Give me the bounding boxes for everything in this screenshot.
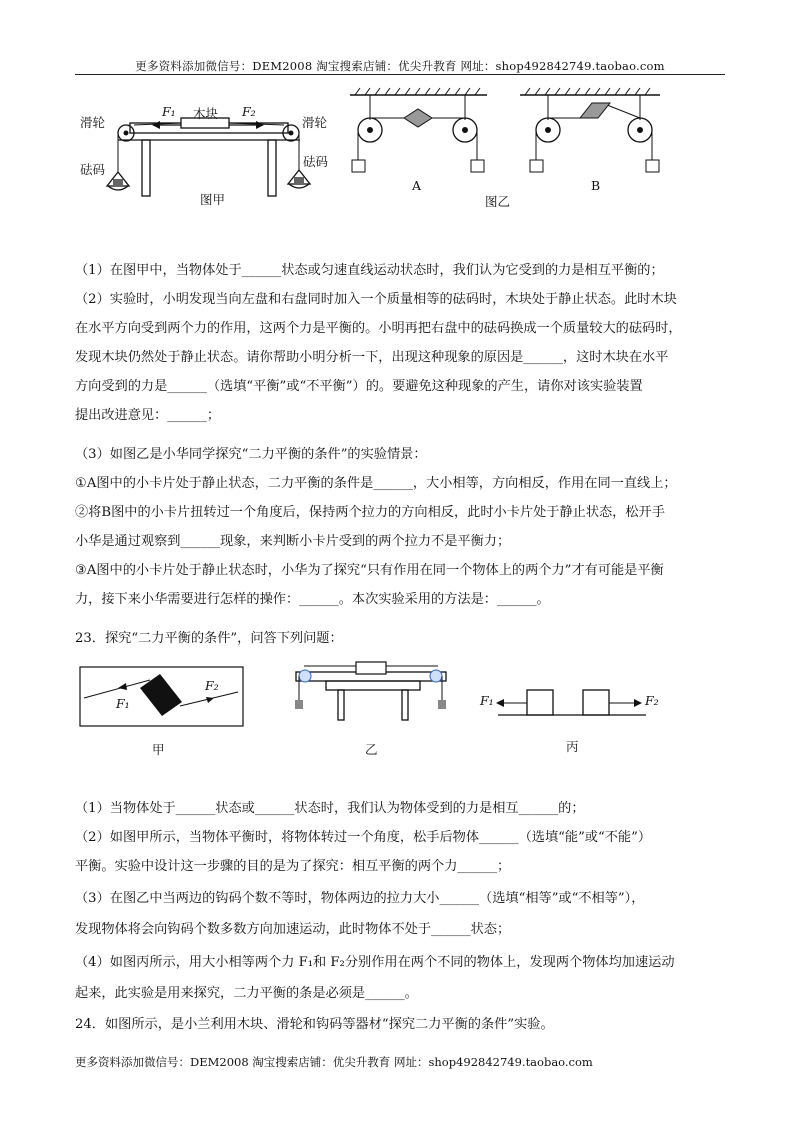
jia-caption: 甲 (152, 742, 165, 757)
figure-yi-a-label: A (412, 178, 422, 193)
weight-left-label: 砝码 (80, 162, 106, 177)
q23-line-4: （3）在图乙中当两边的钩码个数不等时，物体两边的拉力大小______（选填“相等”或“不相等”）， (75, 891, 645, 906)
q22-line-9: ②将B图中的小卡片扭转过一个角度后，保持两个拉力的方向相反，此时小卡片处于静止状态，松开手 (75, 505, 665, 520)
pulley-right-label: 滑轮 (302, 115, 328, 130)
q22-line-12: 力，接下来小华需要进行怎样的操作：______。本次实验采用的方法是：______。 (75, 592, 550, 607)
jia-f1-label: F₁ (116, 696, 130, 711)
q22-line-7: （3）如图乙是小华同学探究“二力平衡的条件”的实验情景： (75, 447, 427, 462)
q22-line-4: 发现木块仍然处于静止状态。请你帮助小明分析一下，出现这种现象的原因是______，这时木块在水平 (75, 350, 669, 365)
pulley-left-label: 滑轮 (80, 115, 106, 130)
weight-right-label: 砝码 (303, 154, 329, 169)
q23-title: 23．探究“二力平衡的条件”，问答下列问题： (75, 631, 343, 646)
q23-line-1: （1）当物体处于______状态或______状态时，我们认为物体受到的力是相互______的； (75, 801, 585, 816)
bing-f2-label: F₂ (645, 693, 659, 708)
q23-line-2: （2）如图甲所示，当物体平衡时，将物体转过一个角度，松手后物体______（选填“能”或“不能”） (75, 830, 652, 845)
q24-title: 24．如图所示，是小兰利用木块、滑轮和钩码等器材“探究二力平衡的条件”实验。 (75, 1017, 554, 1032)
bing-f1-label: F₁ (480, 693, 494, 708)
q22-line-6: 提出改进意见：______； (75, 408, 221, 423)
jia-f2-label: F₂ (205, 678, 219, 693)
bing-caption: 丙 (566, 739, 579, 754)
figure-jia-caption: 图甲 (200, 192, 226, 207)
yi-caption: 乙 (365, 742, 378, 757)
q22-line-3: 在水平方向受到两个力的作用，这两个力是平衡的。小明再把右盘中的砝码换成一个质量较大的砝码时， (75, 321, 682, 336)
figure-yi-b-label: B (591, 178, 601, 193)
q22-line-2: （2）实验时，小明发现当向左盘和右盘同时加入一个质量相等的砝码时，木块处于静止状态。此时木块 (75, 292, 677, 307)
figure-yi-caption: 图乙 (485, 194, 511, 209)
q23-line-7: 起来，此实验是用来探究，二力平衡的条是必须是______。 (75, 986, 418, 1001)
q22-line-11: ③A图中的小卡片处于静止状态时，小华为了探究“只有作用在同一个物体上的两个力”才有可能是平衡 (75, 563, 664, 578)
block-label: 木块 (193, 106, 219, 121)
force-f1-label: F₁ (162, 104, 176, 119)
q23-line-3: 平衡。实验中设计这一步骤的目的是为了探究：相互平衡的两个力______； (75, 859, 511, 874)
q22-line-1: （1）在图甲中，当物体处于______状态或匀速直线运动状态时，我们认为它受到的力是相互平衡的； (75, 263, 664, 278)
page-header: 更多资料添加微信号：DEM2008 淘宝搜索店铺：优尖升教育 网址：shop492842749.taobao.com (135, 59, 665, 73)
q22-line-8: ①A图中的小卡片处于静止状态，二力平衡的条件是______，大小相等，方向相反，作用在同一直线上； (75, 476, 677, 491)
page-footer: 更多资料添加微信号：DEM2008 淘宝搜索店铺：优尖升教育 网址：shop492842749.taobao.com (75, 1055, 593, 1069)
q23-line-5: 发现物体将会向钩码个数多数方向加速运动，此时物体不处于______状态； (75, 922, 511, 937)
q22-line-5: 方向受到的力是______（选填“平衡”或“不平衡”）的。要避免这种现象的产生，请你对该实验装置 (75, 379, 643, 394)
q23-line-6: （4）如图丙所示，用大小相等两个力 F₁和 F₂分别作用在两个不同的物体上，发现两个物体均加速运动 (75, 955, 675, 970)
force-f2-label: F₂ (242, 104, 256, 119)
q22-line-10: 小华是通过观察到______现象，来判断小卡片受到的两个拉力不是平衡力； (75, 534, 511, 549)
